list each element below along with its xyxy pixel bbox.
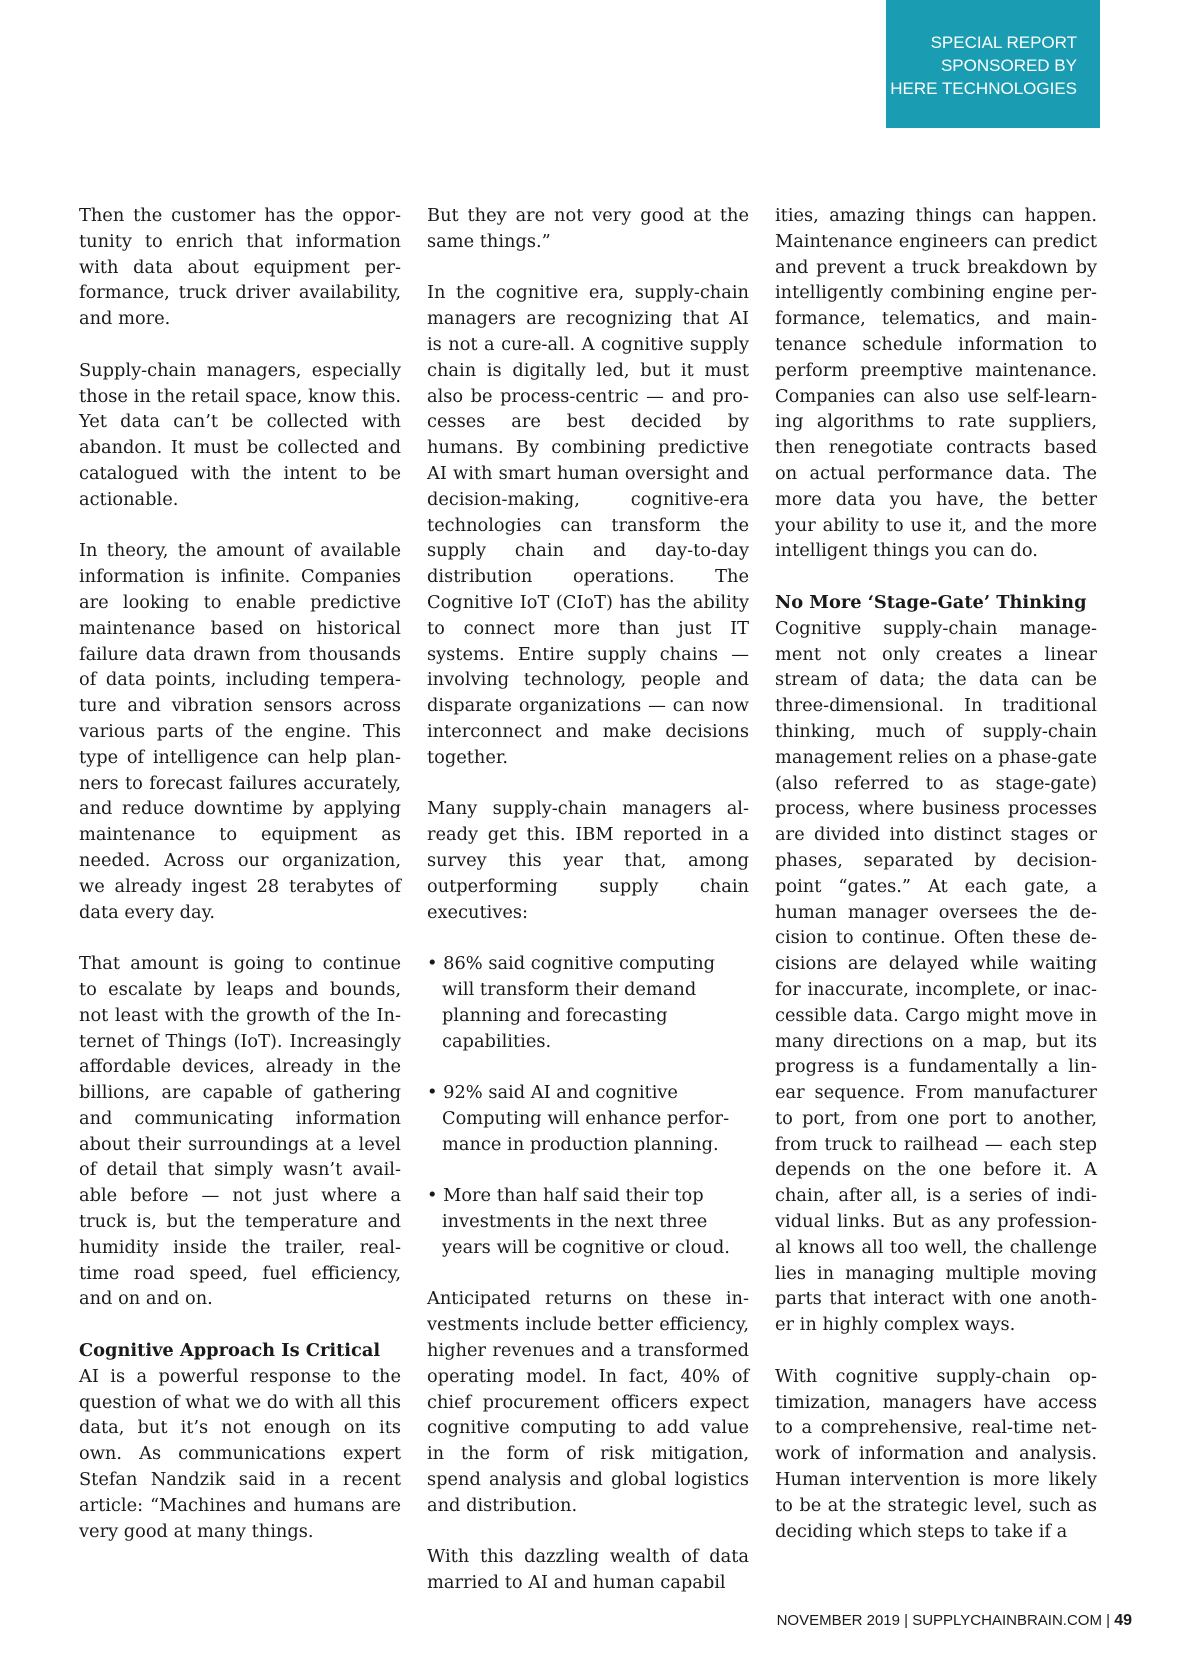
paragraph: AI is a powerful response to the question of what we do with all this data, but it’s not enough on its own. As communications expert Stefan Nandzik said in a recent article: “Machines and humans are very good at many things. (79, 1365, 401, 1542)
banner-line-2: SPONSORED BY (940, 56, 1077, 75)
paragraph: Then the customer has the opportunity to enrich that information with data about equipment performance, truck driver availability, and more. (79, 205, 401, 330)
paragraph: Cognitive supply-chain management not only creates a linear stream of data; the data can be three-dimensional. In traditional thinking, much of supply-chain management relies on a phase-gate (also referred to as stage-gate) process, where business processes are divided into distinct stages or phases, separated by decision-point “gates.” At each gate, a human manager oversees the decision to continue. Often these decisions are delayed while waiting for inaccurate, incomplete, or inaccessible data. Cargo might move in many directions on a map, but its progress is a fundamentally a linear sequence. From manufacturer to port, from one port to another, from truck to railhead — each step depends on the one before it. A chain, after all, is a series of individual links. But as any professional knows all too well, the challenge lies in managing multiple moving parts that interact with one another in highly complex ways. (775, 617, 1097, 1336)
survey-bullet-list (427, 951, 749, 1261)
section-heading: No More ‘Stage-Gate’ Thinking (775, 591, 1087, 613)
page-number: 49 (1114, 1612, 1132, 1629)
bullet-item: • 86% said cognitive computing will transform their demand planning and forecasting capabilities. (427, 951, 749, 1054)
paragraph: That amount is going to continue to escalate by leaps and bounds, not least with the growth of the Internet of Things (IoT). Increasingly affordable devices, already in the billions, are capable of gathering and communicating information about their surroundings at a level of detail that simply wasn’t available before — not just where a truck is, but the temperature and humidity inside the trailer, real-time road speed, fuel efficiency, and on and on. (79, 953, 401, 1310)
article-column-3 (775, 203, 1097, 1570)
paragraph: In the cognitive era, supply-chain managers are recognizing that AI is not a cure-all. A cognitive supply chain is digitally led, but it must also be process-centric — and processes are best decided by humans. By combining predictive AI with smart human oversight and decision-making, cognitive-era technologies can transform the supply chain and day-to-day distribution operations. The Cognitive IoT (CIoT) has the ability to connect more than just IT systems. Entire supply chains — involving technology, people and disparate organizations — can now interconnect and make decisions together. (427, 282, 749, 768)
banner-line-3: HERE TECHNOLOGIES (890, 79, 1077, 98)
paragraph: In theory, the amount of available information is infinite. Companies are looking to enable predictive maintenance based on historical failure data drawn from thousands of data points, including temperature and vibration sensors across various parts of the engine. This type of intelligence can help planners to forecast failures accurately, and reduce downtime by applying maintenance to equipment as needed. Across our organization, we already ingest 28 terabytes of data every day. (79, 540, 401, 923)
bullet-item: • More than half said their top investments in the next three years will be cognitive or cloud. (427, 1183, 749, 1260)
article-column-1 (79, 203, 401, 1570)
paragraph: But they are not very good at the same things.” (427, 205, 749, 252)
paragraph: ities, amazing things can happen. Maintenance engineers can predict and prevent a truck breakdown by intelligently combining engine performance, telematics, and maintenance schedule information to perform preemptive maintenance. Companies can also use self-learning algorithms to rate suppliers, then renegotiate contracts based on actual performance data. The more data you have, the better your ability to use it, and the more intelligent things you can do. (775, 205, 1097, 562)
paragraph: Many supply-chain managers already get this. IBM reported in a survey this year that, among outperforming supply chain executives: (427, 798, 749, 923)
footer-issue-text: NOVEMBER 2019 | SUPPLYCHAINBRAIN.COM | (776, 1612, 1115, 1629)
article-column-2 (427, 203, 749, 1622)
paragraph: Supply-chain managers, especially those in the retail space, know this. Yet data can’t be collected with abandon. It must be collected and catalogued with the intent to be actionable. (79, 359, 401, 510)
bullet-item: • 92% said AI and cognitive Computing will enhance performance in production planning. (427, 1080, 749, 1157)
sponsor-banner (886, 0, 1100, 128)
paragraph: Anticipated returns on these investments include better efficiency, higher revenues and a transformed operating model. In fact, 40% of chief procurement officers expect cognitive computing to add value in the form of risk mitigation, spend analysis and global logistics and distribution. (427, 1288, 749, 1516)
paragraph: With cognitive supply-chain optimization, managers have access to a comprehensive, real-time network of information and analysis. Human intervention is more likely to be at the strategic level, such as deciding which steps to take if a (775, 1365, 1097, 1542)
page-footer (777, 1612, 1132, 1630)
banner-line-1: SPECIAL REPORT (930, 33, 1077, 52)
paragraph: With this dazzling wealth of data married to AI and human capabil (427, 1546, 749, 1594)
section-heading: Cognitive Approach Is Critical (79, 1340, 381, 1362)
